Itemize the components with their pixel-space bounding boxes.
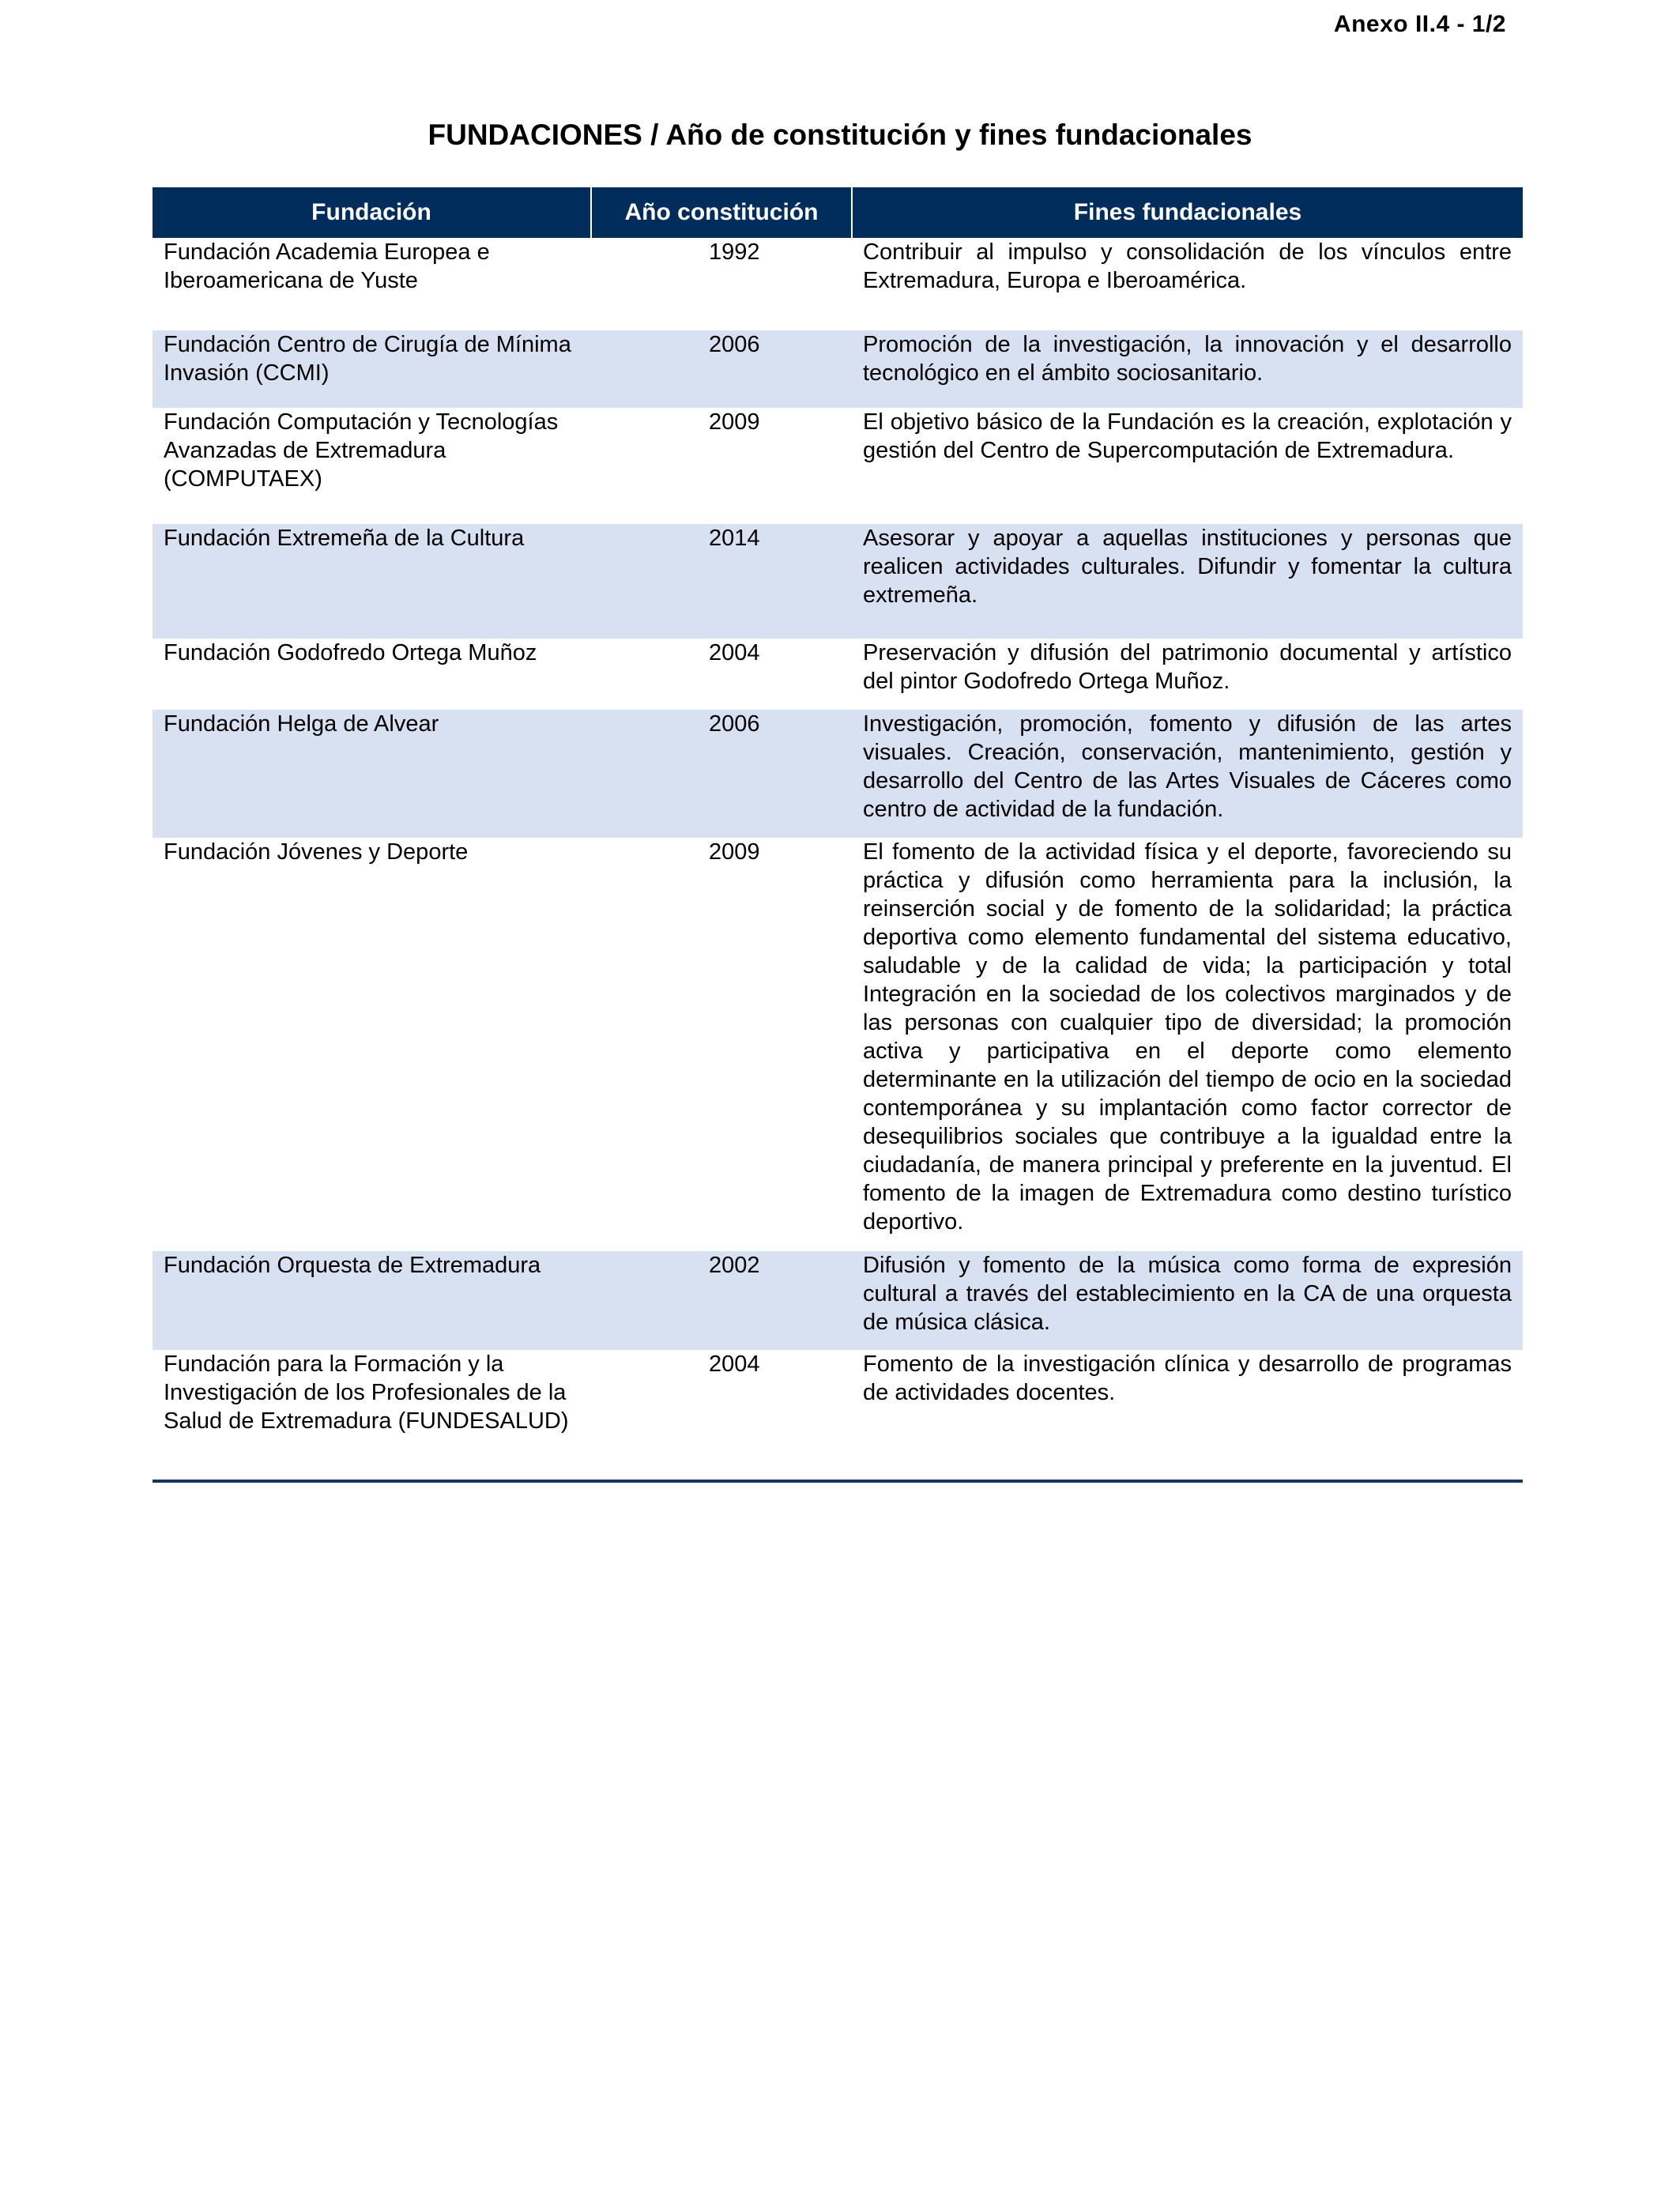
foundation-purpose: Contribuir al impulso y consolidación de los vínculos entre Extremadura, Europa e Iberoamérica.	[863, 239, 1512, 293]
foundation-purpose: Asesorar y apoyar a aquellas instituciones y personas que realicen actividades culturales. Difundir y fomentar la cultura extremeña.	[852, 524, 1523, 639]
foundation-name: Fundación Centro de Cirugía de Mínima Invasión (CCMI)	[153, 330, 591, 408]
foundation-name: Fundación Academia Europea e Iberoamericana de Yuste	[164, 239, 490, 293]
foundation-purpose: El objetivo básico de la Fundación es la creación, explotación y gestión del Centro de Supercomputación de Extremadura.	[863, 409, 1512, 463]
foundation-year: 2004	[591, 1350, 852, 1481]
foundation-purpose: Fomento de la investigación clínica y desarrollo de programas de actividades docentes.	[852, 1350, 1523, 1481]
foundation-name: Fundación Orquesta de Extremadura	[153, 1251, 591, 1350]
foundation-year: 2004	[709, 640, 760, 665]
header-foundation: Fundación	[153, 187, 591, 238]
table-row	[153, 238, 1523, 330]
header-year: Año constitución	[591, 187, 852, 238]
page-title: FUNDACIONES / Año de constitución y fines fundacionales	[428, 119, 1252, 151]
foundation-year: 2002	[591, 1251, 852, 1350]
annex-label: Anexo II.4 - 1/2	[1333, 11, 1506, 37]
table-header	[153, 187, 1523, 238]
foundation-purpose: Difusión y fomento de la música como forma de expresión cultural a través del establecimiento en la CA de una orquesta de música clásica.	[852, 1251, 1523, 1350]
foundation-year: 2006	[591, 710, 852, 838]
foundation-year: 2009	[709, 839, 760, 865]
foundation-name: Fundación Computación y Tecnologías Avanzadas de Extremadura (COMPUTAEX)	[164, 409, 559, 492]
table-row	[153, 1251, 1523, 1350]
foundations-table	[153, 187, 1523, 1483]
header-purpose: Fines fundacionales	[852, 187, 1523, 238]
foundation-purpose: El fomento de la actividad física y el deporte, favoreciendo su práctica y difusión como herramienta para la inclusión, la reinserción social y de fomento de la solidaridad; la práctica deportiva como elemento fundamental del sistema educativo, saludable y de la calidad de vida; la participación y total Integración en la sociedad de los colectivos marginados y de las personas con cualquier tipo de diversidad; la promoción activa y participativa en el deporte como elemento determinante en la utilización del tiempo de ocio en la sociedad contemporánea y su implantación como factor corrector de desequilibrios sociales que contribuye a la igualdad entre la ciudadanía, de manera principal y preferente en la juventud. El fomento de la imagen de Extremadura como destino turístico deportivo.	[863, 839, 1512, 1235]
foundation-name: Fundación Godofredo Ortega Muñoz	[164, 640, 537, 665]
table-row	[153, 710, 1523, 838]
foundation-name: Fundación Helga de Alvear	[153, 710, 591, 838]
table-row	[153, 408, 1523, 524]
foundation-purpose: Preservación y difusión del patrimonio documental y artístico del pintor Godofredo Ortega Muñoz.	[863, 640, 1512, 694]
table-row	[153, 838, 1523, 1251]
foundation-name: Fundación Extremeña de la Cultura	[153, 524, 591, 639]
table-row	[153, 330, 1523, 408]
foundation-year: 2014	[591, 524, 852, 639]
foundation-purpose: Promoción de la investigación, la innovación y el desarrollo tecnológico en el ámbito sociosanitario.	[852, 330, 1523, 408]
table-row	[153, 1350, 1523, 1481]
foundation-name: Fundación para la Formación y la Investigación de los Profesionales de la Salud de Extremadura (FUNDESALUD)	[153, 1350, 591, 1481]
foundation-purpose: Investigación, promoción, fomento y difusión de las artes visuales. Creación, conservación, mantenimiento, gestión y desarrollo del Centro de las Artes Visuales de Cáceres como centro de actividad de la fundación.	[852, 710, 1523, 838]
foundation-year: 1992	[709, 239, 760, 265]
table-row	[153, 524, 1523, 639]
foundation-year: 2009	[709, 409, 760, 435]
foundation-name: Fundación Jóvenes y Deporte	[164, 839, 469, 865]
foundation-year: 2006	[591, 330, 852, 408]
table-row	[153, 639, 1523, 710]
